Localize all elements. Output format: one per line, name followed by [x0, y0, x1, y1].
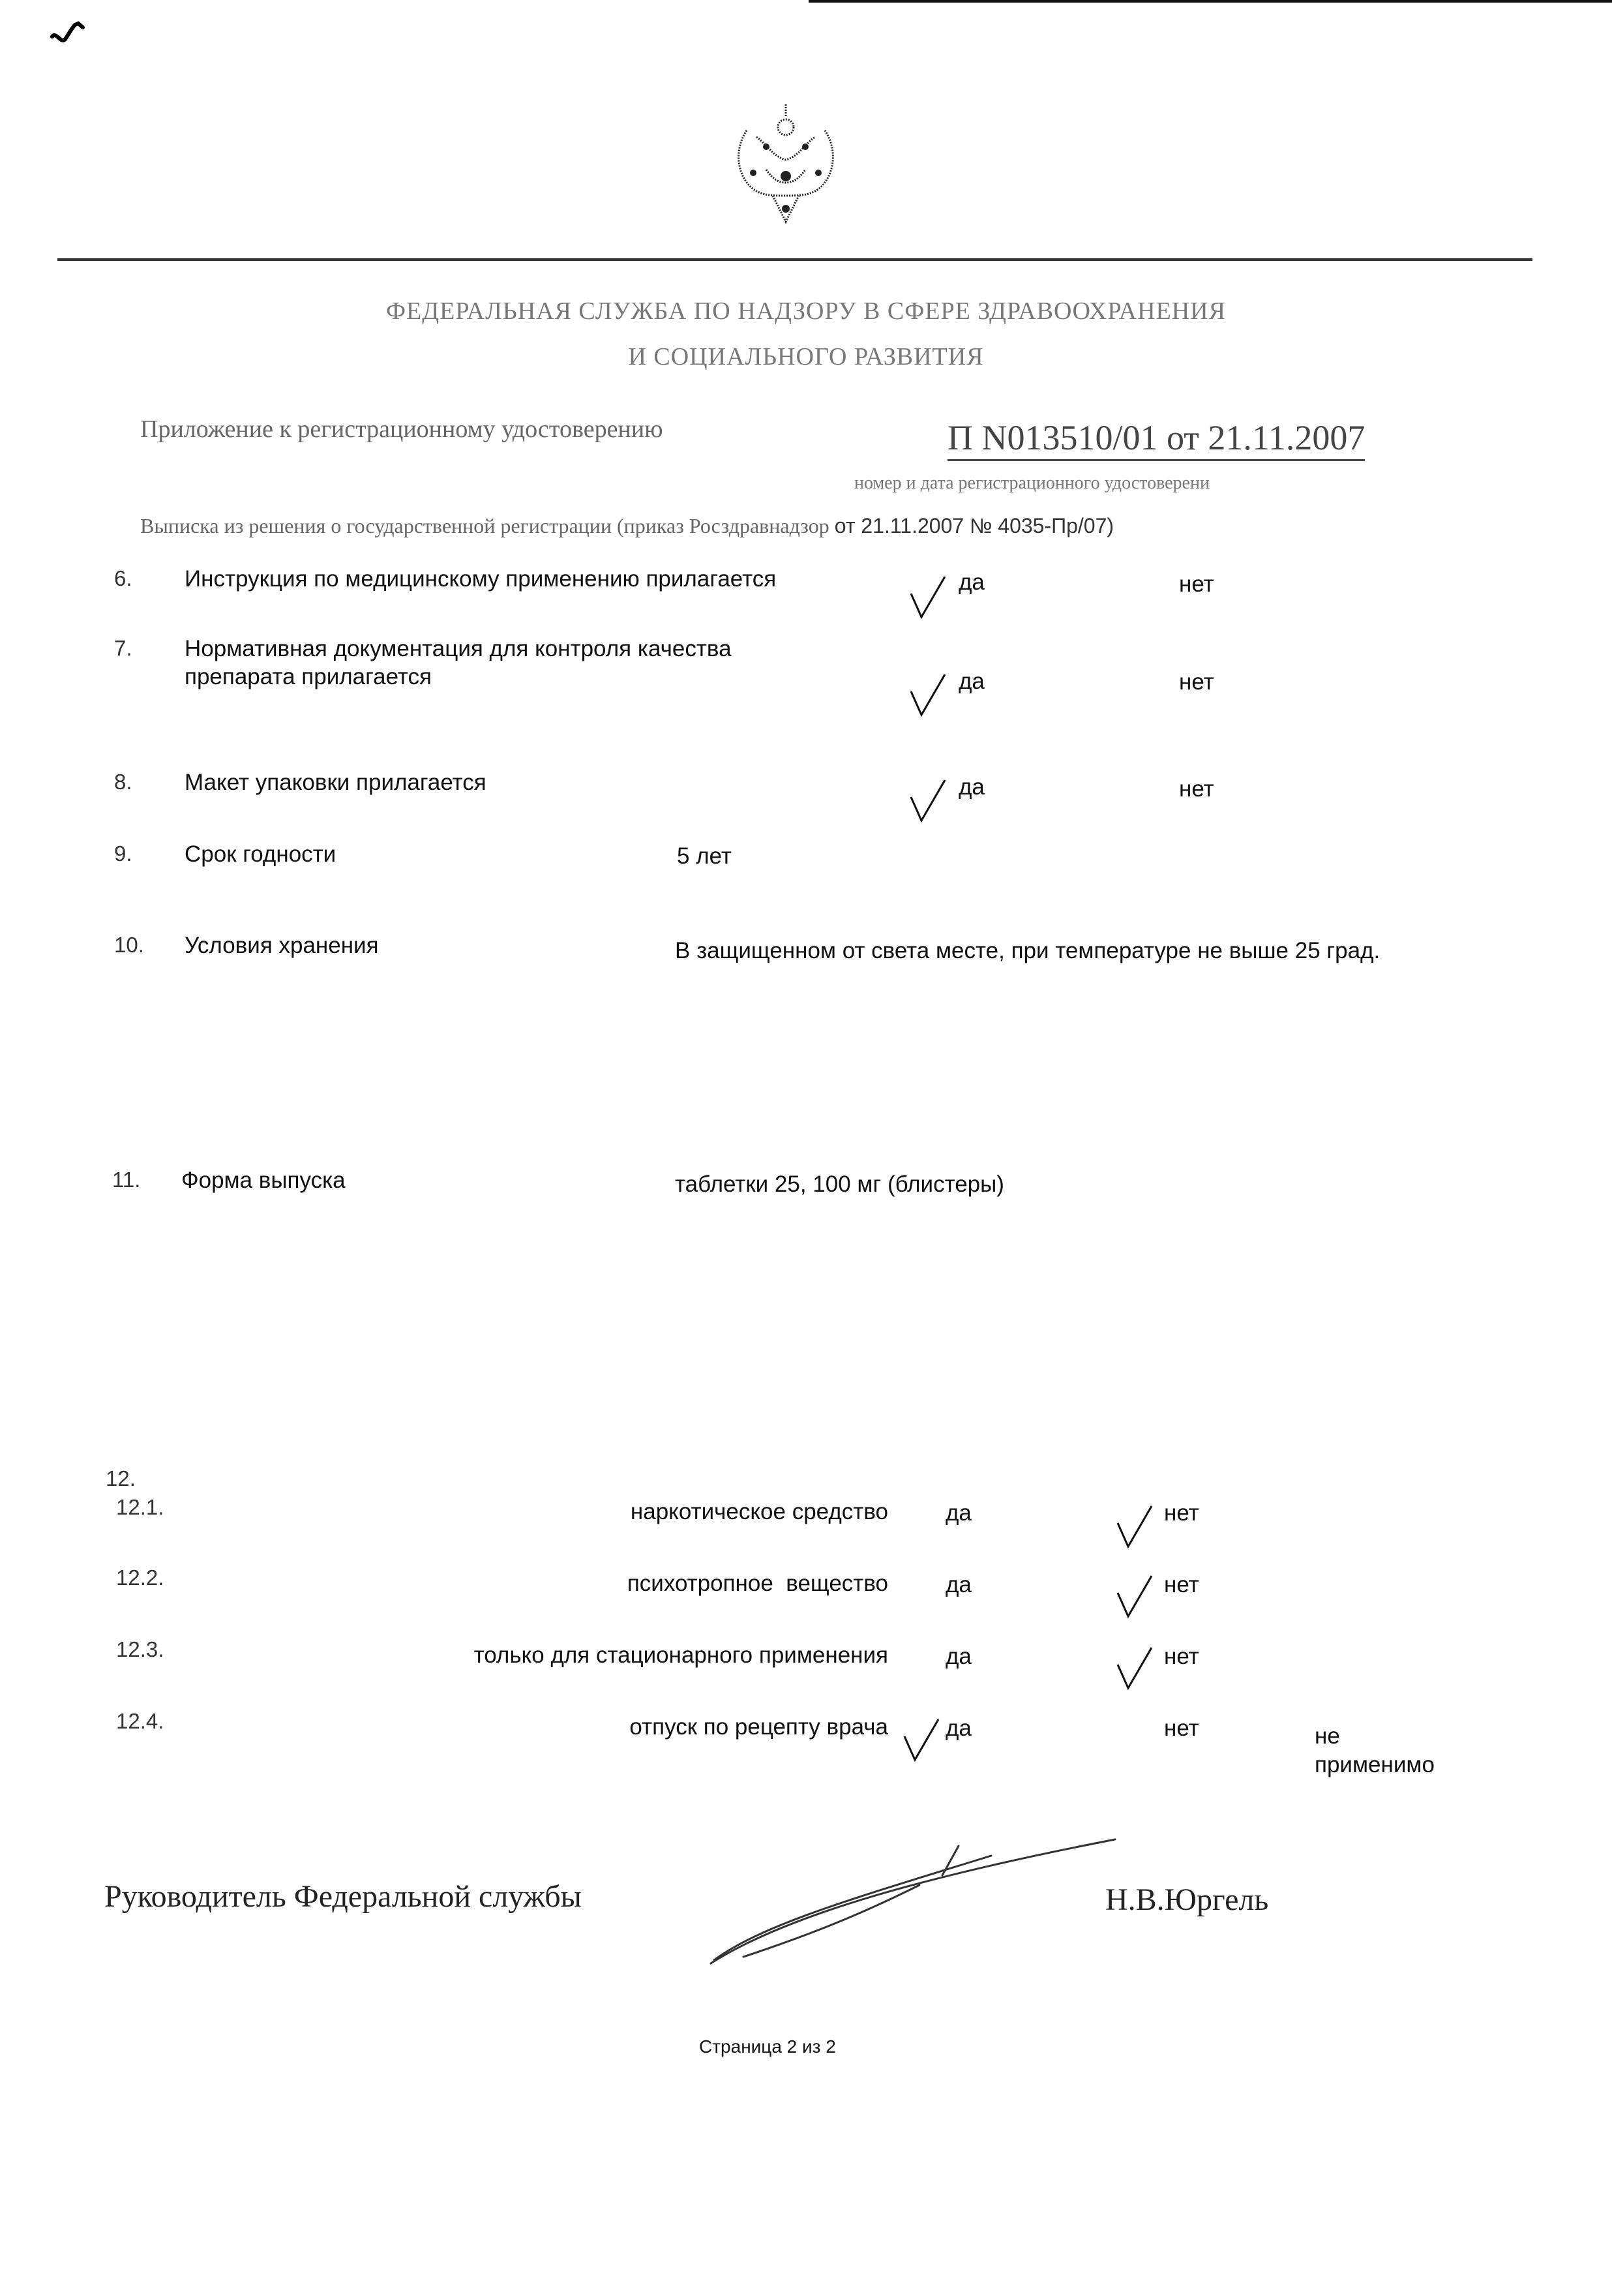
russian-coat-of-arms-emblem-icon — [727, 98, 844, 228]
item-6-no-option: нет — [1179, 571, 1214, 597]
signatory-title: Руководитель Федеральной службы — [104, 1879, 582, 1914]
item-12-2-label: психотропное вещество — [627, 1571, 888, 1596]
item-12-3-no-option: нет — [1164, 1644, 1199, 1669]
handwritten-mark-icon — [49, 18, 95, 48]
checkmark-icon — [1116, 1573, 1153, 1619]
item-12-1-number: 12.1. — [116, 1495, 164, 1519]
item-6-yes-option: да — [959, 569, 985, 595]
registration-caption: номер и дата регистрационного удостоверени — [854, 473, 1210, 493]
top-scan-edge-line — [809, 0, 1612, 3]
item-12-2-number: 12.2. — [116, 1565, 164, 1590]
signatory-name: Н.В.Юргель — [1105, 1882, 1269, 1917]
section-12-number: 12. — [106, 1466, 136, 1490]
item-12-3-number: 12.3. — [116, 1637, 164, 1661]
extract-order: от 21.11.2007 № 4035-Пр/07) — [834, 514, 1114, 537]
item-11-number: 11. — [112, 1168, 141, 1192]
item-12-4-no-option: нет — [1164, 1715, 1199, 1741]
checkmark-icon — [903, 1717, 940, 1762]
checkmark-icon — [910, 574, 946, 620]
item-8-label: Макет упаковки прилагается — [185, 770, 486, 795]
item-6-number: 6. — [114, 566, 132, 590]
item-9-value: 5 лет — [677, 843, 732, 869]
item-10-value: В защищенном от света месте, при температуре не выше 25 град. — [675, 938, 1381, 963]
checkmark-icon — [1116, 1645, 1153, 1691]
item-6-label: Инструкция по медицинскому применению прилагается — [185, 566, 777, 592]
item-7-label-line2: препарата прилагается — [185, 664, 432, 689]
item-8-no-option: нет — [1179, 776, 1214, 802]
item-10-label: Условия хранения — [185, 933, 379, 958]
item-7-yes-option: да — [959, 669, 985, 694]
item-9-label: Срок годности — [185, 841, 336, 867]
item-11-label: Форма выпуска — [181, 1168, 346, 1193]
item-7-no-option: нет — [1179, 669, 1214, 695]
checkmark-icon — [910, 778, 946, 823]
page-number: Страница 2 из 2 — [699, 2036, 836, 2057]
registration-number: П N013510/01 от 21.11.2007 — [948, 417, 1365, 461]
item-9-number: 9. — [114, 841, 132, 866]
item-11-value: таблетки 25, 100 мг (блистеры) — [675, 1171, 1004, 1197]
item-7-label-line1: Нормативная документация для контроля качества — [185, 636, 732, 661]
item-12-4-not-applicable-line2: применимо — [1315, 1752, 1435, 1777]
handwritten-signature-icon — [685, 1826, 1154, 1983]
checkmark-icon — [910, 672, 946, 718]
item-12-2-no-option: нет — [1164, 1572, 1199, 1597]
item-7-number: 7. — [114, 636, 132, 660]
item-12-3-label: только для стационарного применения — [473, 1642, 888, 1668]
decision-extract — [140, 514, 1114, 538]
checkmark-icon — [1116, 1503, 1153, 1549]
item-12-1-label: наркотическое средство — [630, 1499, 888, 1524]
agency-name-line1: ФЕДЕРАЛЬНАЯ СЛУЖБА ПО НАДЗОРУ В СФЕРЕ ЗДРАВООХРАНЕНИЯ — [386, 297, 1226, 325]
item-10-number: 10. — [114, 933, 144, 957]
item-12-2-yes-option: да — [946, 1572, 972, 1597]
item-12-4-not-applicable-line1: не — [1315, 1723, 1340, 1749]
agency-name-line2: И СОЦИАЛЬНОГО РАЗВИТИЯ — [628, 343, 984, 370]
item-12-1-no-option: нет — [1164, 1500, 1199, 1526]
item-12-4-yes-option: да — [946, 1715, 972, 1741]
item-12-1-yes-option: да — [946, 1500, 972, 1526]
appendix-label: Приложение к регистрационному удостоверению — [140, 415, 663, 443]
header-divider — [57, 258, 1532, 261]
item-12-4-label: отпуск по рецепту врача — [629, 1714, 888, 1740]
item-12-4-number: 12.4. — [116, 1709, 164, 1733]
item-8-yes-option: да — [959, 774, 985, 800]
item-8-number: 8. — [114, 770, 132, 794]
extract-text: Выписка из решения о государственной регистрации (приказ Росздравнадзор — [140, 514, 829, 537]
item-12-3-yes-option: да — [946, 1644, 972, 1669]
